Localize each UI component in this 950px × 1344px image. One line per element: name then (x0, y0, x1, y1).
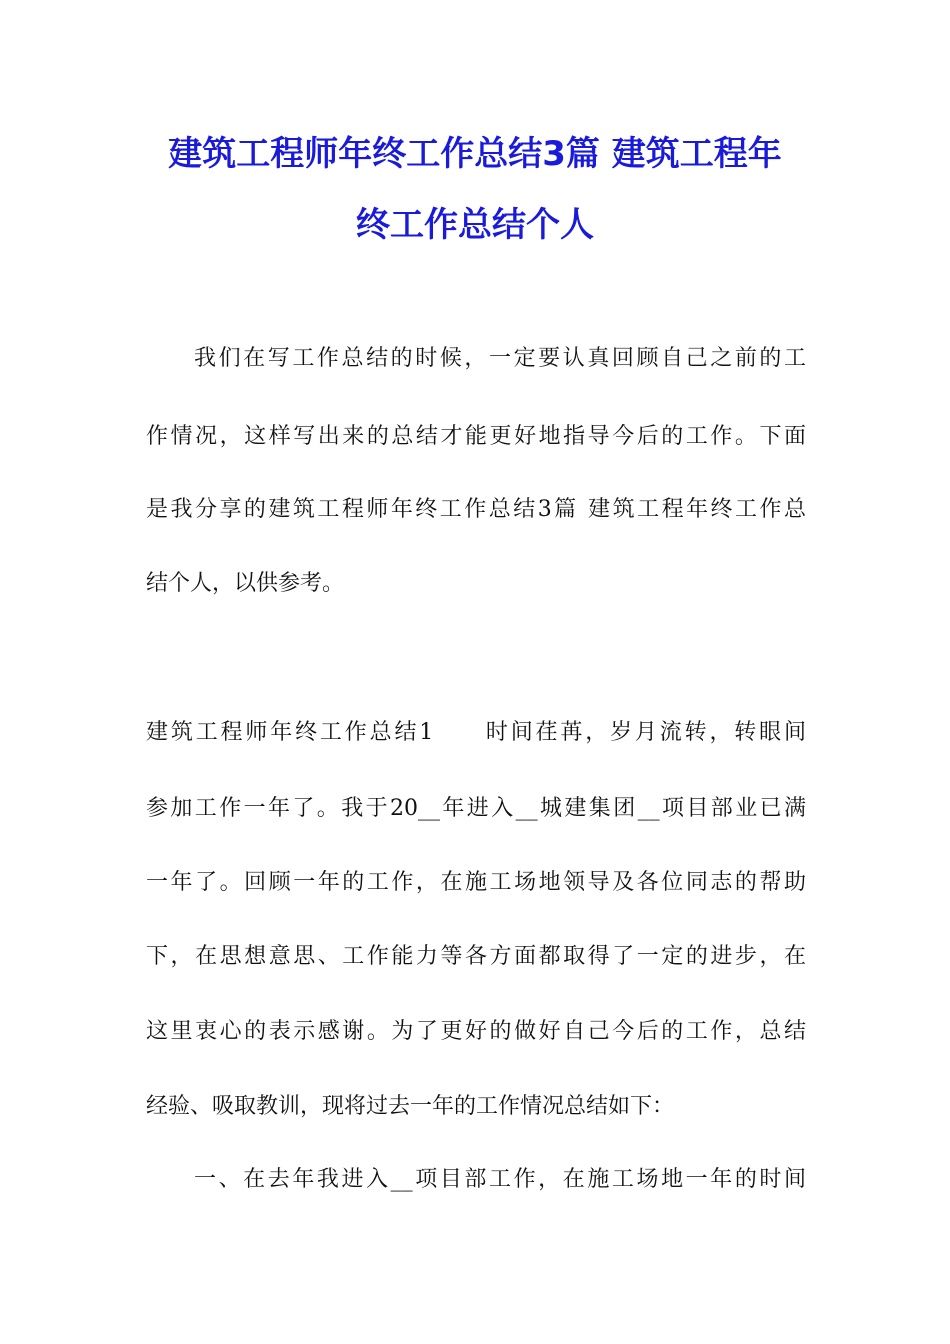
section-paragraph-line: 建筑工程师年终工作总结1 时间荏苒，岁月流转，转眼间 (146, 720, 806, 745)
section-paragraph-line: 一年了。回顾一年的工作，在施工场地领导及各位同志的帮助 (146, 870, 806, 895)
section-paragraph-line: 经验、吸取教训，现将过去一年的工作情况总结如下： (146, 1094, 675, 1119)
intro-paragraph-line: 作情况，这样写出来的总结才能更好地指导今后的工作。下面 (146, 424, 806, 449)
section-paragraph-line: 一、在去年我进入__项目部工作，在施工场地一年的时间 (194, 1167, 806, 1192)
document-title-line-2: 终工作总结个人 (356, 205, 594, 245)
section-paragraph-line: 参加工作一年了。我于20__年进入__城建集团__项目部业已满 (146, 796, 806, 821)
intro-paragraph-line: 我们在写工作总结的时候，一定要认真回顾自己之前的工 (194, 346, 806, 371)
document-title-line-1: 建筑工程师年终工作总结3篇 建筑工程年 (168, 134, 782, 174)
section-paragraph-line: 下，在思想意思、工作能力等各方面都取得了一定的进步，在 (146, 944, 806, 969)
section-paragraph-line: 这里衷心的表示感谢。为了更好的做好自己今后的工作，总结 (146, 1019, 806, 1044)
intro-paragraph-line: 是我分享的建筑工程师年终工作总结3篇 建筑工程年终工作总 (146, 497, 806, 522)
intro-paragraph-line: 结个人，以供参考。 (146, 571, 345, 596)
